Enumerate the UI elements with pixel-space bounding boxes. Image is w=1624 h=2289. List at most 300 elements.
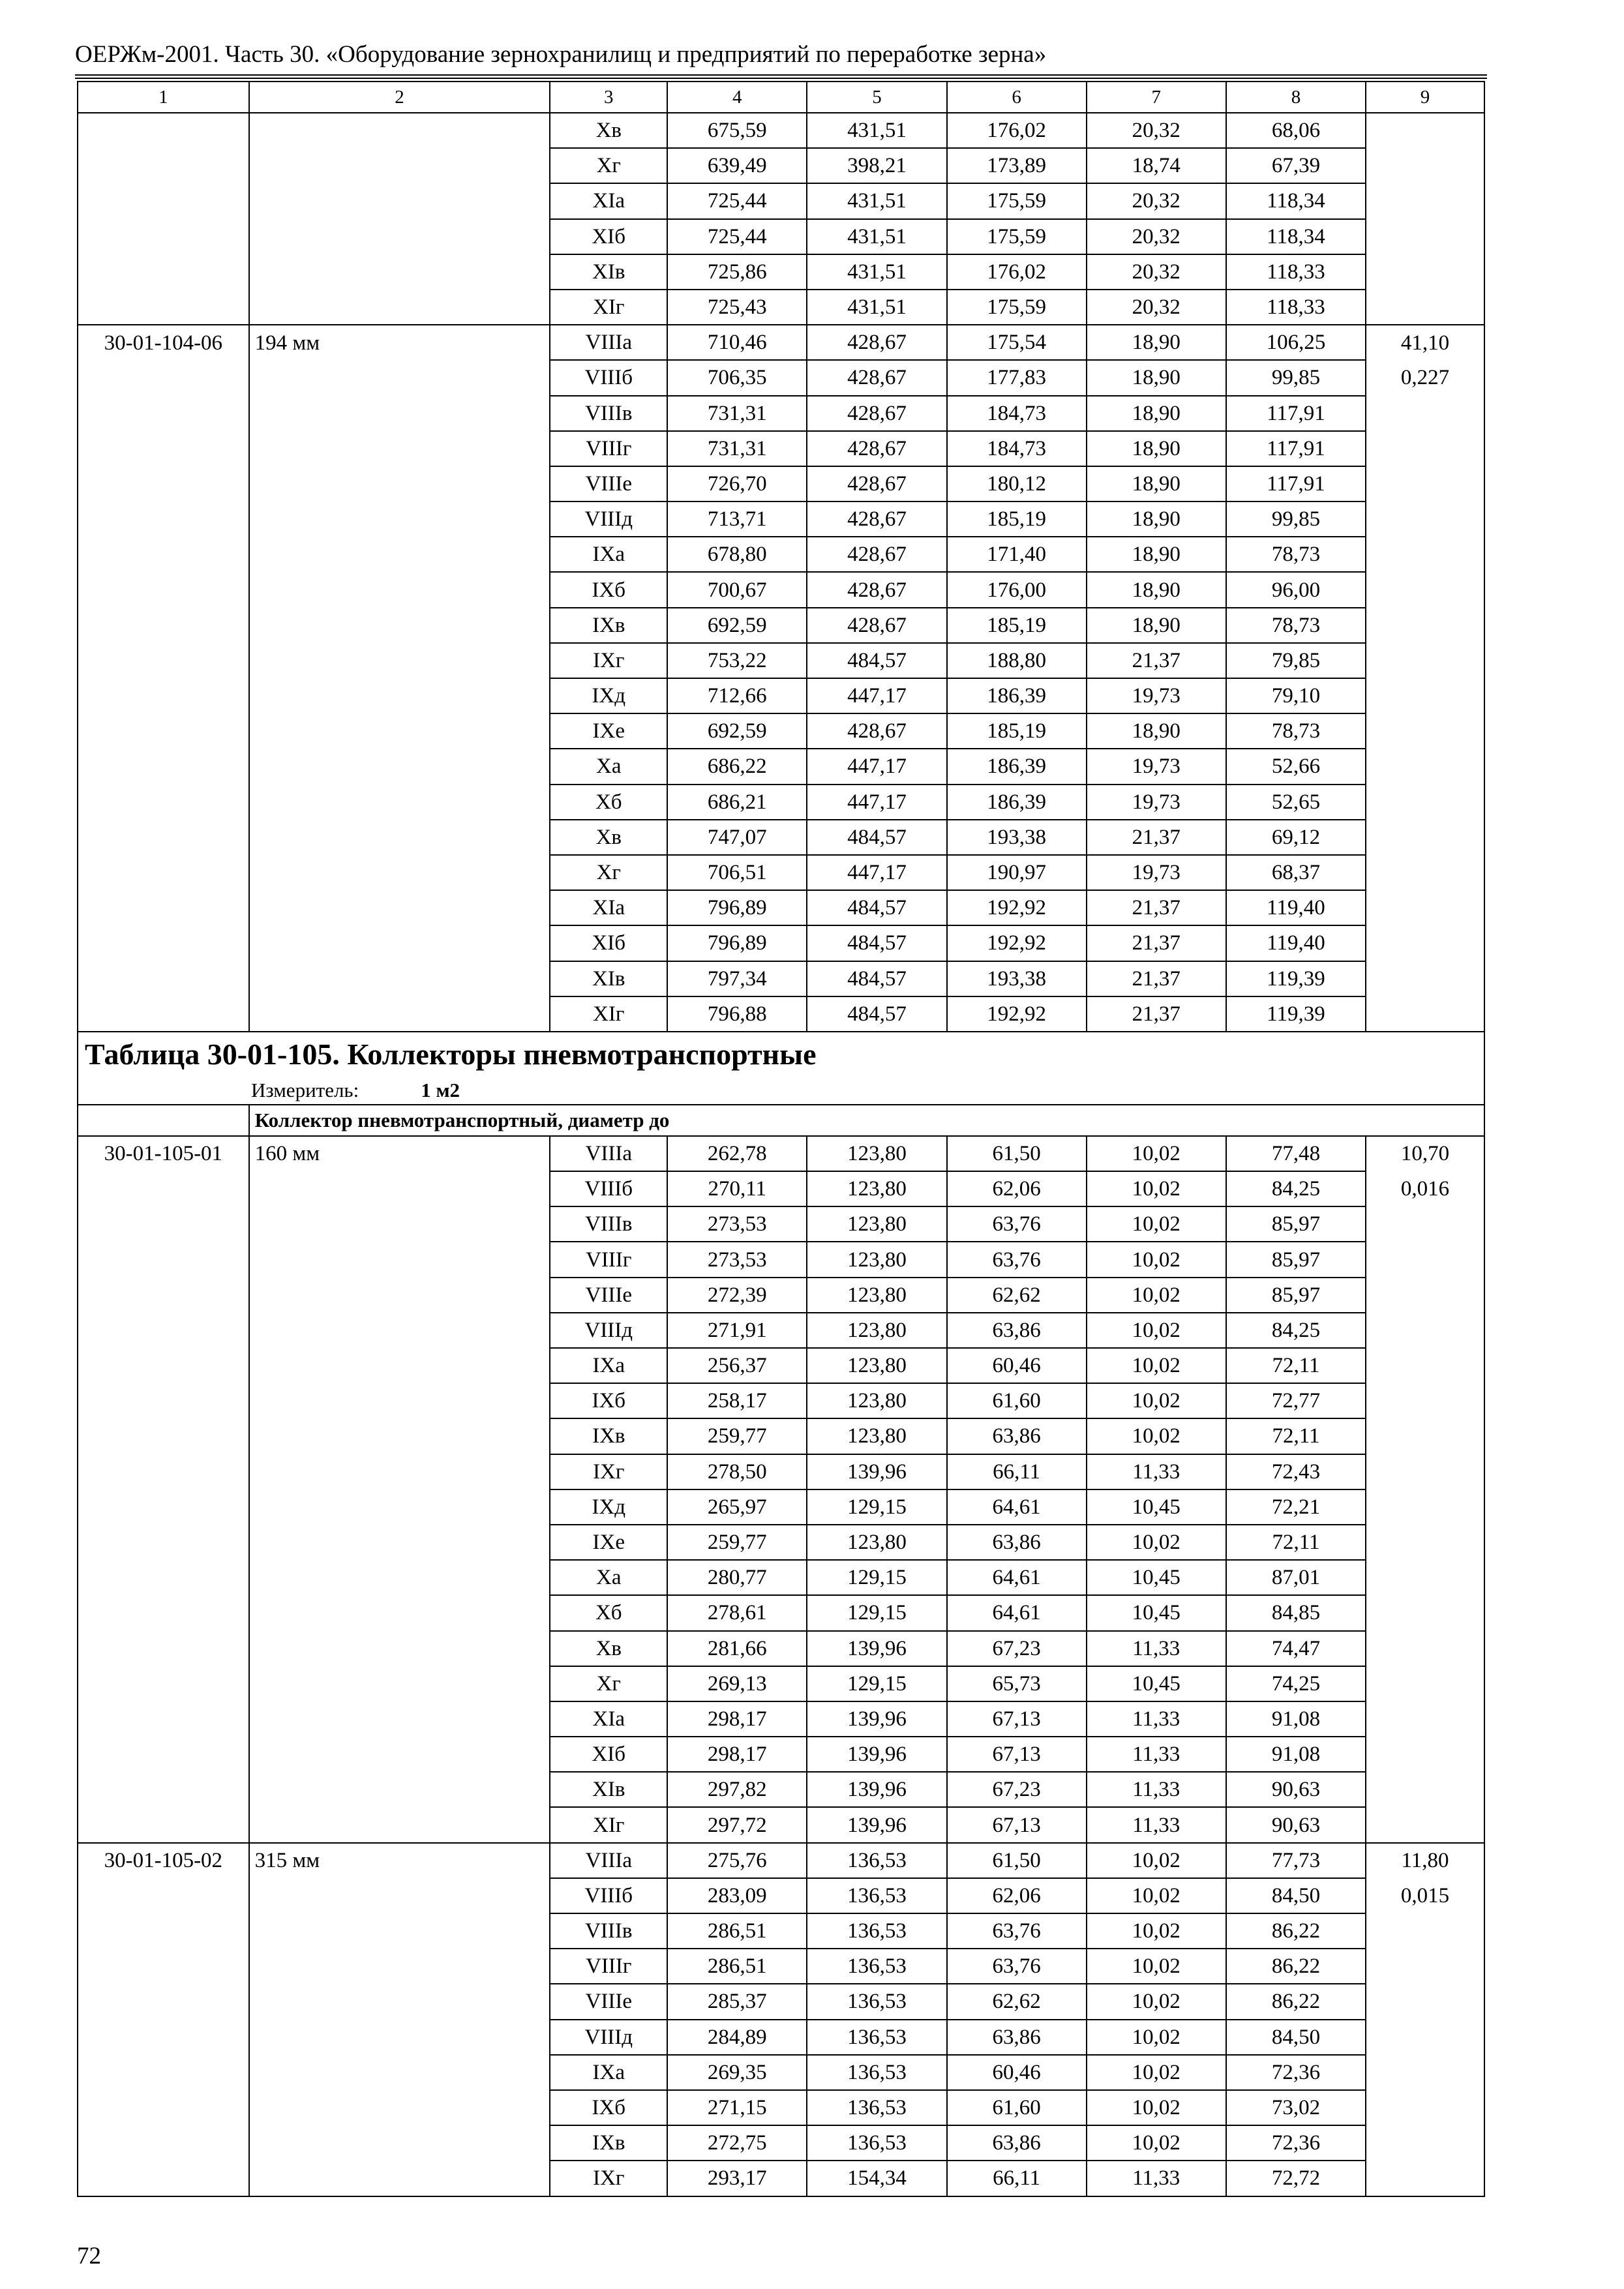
- resource-name: [249, 1278, 550, 1313]
- zone-cell: Ха: [550, 1560, 667, 1595]
- value-cell: 11,33: [1087, 2161, 1226, 2196]
- value-cell: 447,17: [807, 855, 946, 890]
- zone-cell: IXб: [550, 572, 667, 607]
- extra-value: [1366, 2125, 1484, 2161]
- value-cell: 84,50: [1226, 2020, 1366, 2055]
- resource-name: [249, 1737, 550, 1772]
- resource-name: 315 мм: [249, 1843, 550, 1878]
- value-cell: 484,57: [807, 996, 946, 1032]
- table-row: [78, 1807, 1484, 1842]
- value-cell: 281,66: [667, 1631, 807, 1666]
- unit-row: [78, 1077, 1484, 1105]
- extra-value: [1366, 1949, 1484, 1984]
- value-cell: 675,59: [667, 113, 807, 148]
- column-number: 9: [1366, 82, 1484, 113]
- value-cell: 72,36: [1226, 2055, 1366, 2090]
- resource-name: [249, 1772, 550, 1807]
- table-row: [78, 1418, 1484, 1454]
- resource-code: [78, 785, 249, 820]
- value-cell: 64,61: [947, 1560, 1087, 1595]
- table-row: [78, 2125, 1484, 2161]
- value-cell: 10,45: [1087, 1560, 1226, 1595]
- value-cell: 731,31: [667, 431, 807, 466]
- zone-cell: VIIIа: [550, 325, 667, 360]
- resource-code: [78, 572, 249, 607]
- value-cell: 77,48: [1226, 1136, 1366, 1171]
- value-cell: 18,90: [1087, 325, 1226, 360]
- table-row: [78, 1737, 1484, 1772]
- resource-code: [78, 537, 249, 572]
- table-row: [78, 1984, 1484, 2019]
- zone-cell: XIв: [550, 254, 667, 290]
- table-row: [78, 466, 1484, 501]
- value-cell: 136,53: [807, 2125, 946, 2161]
- zone-cell: XIг: [550, 996, 667, 1032]
- value-cell: 18,90: [1087, 572, 1226, 607]
- resource-name: [249, 537, 550, 572]
- value-cell: 175,59: [947, 183, 1087, 218]
- resource-name: [249, 1525, 550, 1560]
- zone-cell: XIа: [550, 1701, 667, 1737]
- value-cell: 63,76: [947, 1949, 1087, 1984]
- resource-name: [249, 1807, 550, 1842]
- table-row: [78, 1701, 1484, 1737]
- table-row: [78, 254, 1484, 290]
- resource-name: [249, 820, 550, 855]
- table-row: [78, 360, 1484, 395]
- resource-name: [249, 1949, 550, 1984]
- resource-code: [78, 1737, 249, 1772]
- table-row: [78, 713, 1484, 749]
- value-cell: 18,90: [1087, 466, 1226, 501]
- zone-cell: XIг: [550, 1807, 667, 1842]
- value-cell: 725,43: [667, 290, 807, 325]
- extra-value: [1366, 1348, 1484, 1383]
- value-cell: 271,91: [667, 1313, 807, 1348]
- value-cell: 129,15: [807, 1560, 946, 1595]
- resource-name: [249, 290, 550, 325]
- zone-cell: VIIIв: [550, 1913, 667, 1949]
- value-cell: 61,60: [947, 1383, 1087, 1418]
- value-cell: 171,40: [947, 537, 1087, 572]
- extra-value: [1366, 961, 1484, 996]
- value-cell: 10,02: [1087, 1418, 1226, 1454]
- unit-value: 1 м2: [421, 1078, 460, 1101]
- value-cell: 74,47: [1226, 1631, 1366, 1666]
- resource-name: [249, 1560, 550, 1595]
- zone-cell: IXг: [550, 643, 667, 678]
- extra-value: [1366, 537, 1484, 572]
- value-cell: 68,37: [1226, 855, 1366, 890]
- resource-name: [249, 466, 550, 501]
- value-cell: 18,90: [1087, 431, 1226, 466]
- value-cell: 119,39: [1226, 961, 1366, 996]
- extra-value: [1366, 1737, 1484, 1772]
- table-row: [78, 820, 1484, 855]
- value-cell: 66,11: [947, 2161, 1087, 2196]
- value-cell: 72,72: [1226, 2161, 1366, 2196]
- value-cell: 63,86: [947, 2020, 1087, 2055]
- zone-cell: VIIIе: [550, 1984, 667, 2019]
- zone-cell: Ха: [550, 749, 667, 784]
- zone-cell: XIг: [550, 290, 667, 325]
- zone-cell: IXд: [550, 1489, 667, 1525]
- value-cell: 269,35: [667, 2055, 807, 2090]
- resource-name: [249, 1666, 550, 1701]
- value-cell: 84,50: [1226, 1878, 1366, 1913]
- value-cell: 175,59: [947, 290, 1087, 325]
- price-table: [77, 81, 1485, 2197]
- value-cell: 67,23: [947, 1631, 1087, 1666]
- zone-cell: VIIIб: [550, 1878, 667, 1913]
- resource-name: [249, 183, 550, 218]
- value-cell: 428,67: [807, 325, 946, 360]
- value-cell: 73,02: [1226, 2090, 1366, 2125]
- value-cell: 18,90: [1087, 608, 1226, 643]
- extra-value: [1366, 254, 1484, 290]
- value-cell: 139,96: [807, 1454, 946, 1489]
- resource-name: [249, 2020, 550, 2055]
- resource-code: [78, 1206, 249, 1242]
- resource-name: [249, 855, 550, 890]
- value-cell: 275,76: [667, 1843, 807, 1878]
- value-cell: 284,89: [667, 2020, 807, 2055]
- zone-cell: Хв: [550, 1631, 667, 1666]
- table-row: [78, 1878, 1484, 1913]
- value-cell: 84,25: [1226, 1171, 1366, 1206]
- extra-value: [1366, 855, 1484, 890]
- value-cell: 123,80: [807, 1348, 946, 1383]
- value-cell: 177,83: [947, 360, 1087, 395]
- resource-name: [249, 1913, 550, 1949]
- value-cell: 797,34: [667, 961, 807, 996]
- value-cell: 180,12: [947, 466, 1087, 501]
- value-cell: 21,37: [1087, 961, 1226, 996]
- unit-cell: [78, 1077, 1484, 1105]
- value-cell: 84,25: [1226, 1313, 1366, 1348]
- value-cell: 72,77: [1226, 1383, 1366, 1418]
- resource-name: [249, 431, 550, 466]
- zone-cell: IXе: [550, 713, 667, 749]
- column-number: 8: [1226, 82, 1366, 113]
- resource-code: [78, 1595, 249, 1630]
- value-cell: 86,22: [1226, 1949, 1366, 1984]
- value-cell: 428,67: [807, 501, 946, 537]
- value-cell: 67,13: [947, 1701, 1087, 1737]
- value-cell: 428,67: [807, 396, 946, 431]
- zone-cell: VIIIд: [550, 501, 667, 537]
- value-cell: 60,46: [947, 2055, 1087, 2090]
- value-cell: 484,57: [807, 890, 946, 925]
- resource-name: [249, 2090, 550, 2125]
- value-cell: 192,92: [947, 925, 1087, 961]
- zone-cell: IXб: [550, 2090, 667, 2125]
- resource-code: [78, 749, 249, 784]
- resource-code: [78, 290, 249, 325]
- resource-name: [249, 1313, 550, 1348]
- value-cell: 85,97: [1226, 1242, 1366, 1277]
- value-cell: 725,44: [667, 183, 807, 218]
- value-cell: 686,21: [667, 785, 807, 820]
- value-cell: 692,59: [667, 608, 807, 643]
- table-row: [78, 290, 1484, 325]
- value-cell: 283,09: [667, 1878, 807, 1913]
- page-header: ОЕРЖм-2001. Часть 30. «Оборудование зернохранилищ и предприятий по переработке зерна»: [75, 41, 1047, 68]
- value-cell: 65,73: [947, 1666, 1087, 1701]
- section-title: Таблица 30-01-105. Коллекторы пневмотранспортные: [78, 1032, 1484, 1077]
- resource-code: [78, 219, 249, 254]
- resource-code: [78, 1984, 249, 2019]
- value-cell: 10,45: [1087, 1595, 1226, 1630]
- resource-name: [249, 996, 550, 1032]
- zone-cell: VIIIе: [550, 466, 667, 501]
- resource-code: [78, 1418, 249, 1454]
- value-cell: 186,39: [947, 749, 1087, 784]
- zone-cell: XIв: [550, 961, 667, 996]
- extra-value: [1366, 183, 1484, 218]
- value-cell: 67,13: [947, 1807, 1087, 1842]
- value-cell: 19,73: [1087, 785, 1226, 820]
- value-cell: 136,53: [807, 2090, 946, 2125]
- table-row: [78, 1136, 1484, 1171]
- value-cell: 431,51: [807, 219, 946, 254]
- value-cell: 72,36: [1226, 2125, 1366, 2161]
- extra-value: [1366, 1595, 1484, 1630]
- resource-code: [78, 1525, 249, 1560]
- resource-code: [78, 820, 249, 855]
- value-cell: 431,51: [807, 254, 946, 290]
- resource-code: [78, 713, 249, 749]
- value-cell: 129,15: [807, 1489, 946, 1525]
- value-cell: 18,90: [1087, 360, 1226, 395]
- value-cell: 272,75: [667, 2125, 807, 2161]
- value-cell: 62,62: [947, 1278, 1087, 1313]
- resource-code: [78, 2161, 249, 2196]
- resource-name: [249, 890, 550, 925]
- value-cell: 106,25: [1226, 325, 1366, 360]
- resource-name: [249, 2125, 550, 2161]
- resource-name: [249, 219, 550, 254]
- resource-code: [78, 643, 249, 678]
- resource-name: [249, 1984, 550, 2019]
- extra-value: [1366, 148, 1484, 183]
- resource-code: [78, 2020, 249, 2055]
- resource-code: [78, 1454, 249, 1489]
- zone-cell: VIIIг: [550, 1242, 667, 1277]
- extra-value: [1366, 219, 1484, 254]
- table-row: [78, 1278, 1484, 1313]
- value-cell: 297,72: [667, 1807, 807, 1842]
- value-cell: 10,02: [1087, 1383, 1226, 1418]
- value-cell: 10,45: [1087, 1489, 1226, 1525]
- zone-cell: VIIIг: [550, 1949, 667, 1984]
- table-row: [78, 1631, 1484, 1666]
- value-cell: 61,50: [947, 1136, 1087, 1171]
- value-cell: 447,17: [807, 749, 946, 784]
- value-cell: 262,78: [667, 1136, 807, 1171]
- resource-code: [78, 396, 249, 431]
- resource-name: [249, 961, 550, 996]
- value-cell: 428,67: [807, 537, 946, 572]
- resource-code: [78, 1772, 249, 1807]
- extra-value: [1366, 1631, 1484, 1666]
- value-cell: 286,51: [667, 1913, 807, 1949]
- extra-value: [1366, 572, 1484, 607]
- column-number: 7: [1087, 82, 1226, 113]
- value-cell: 64,61: [947, 1595, 1087, 1630]
- value-cell: 19,73: [1087, 678, 1226, 713]
- value-cell: 21,37: [1087, 925, 1226, 961]
- extra-value: [1366, 890, 1484, 925]
- value-cell: 186,39: [947, 678, 1087, 713]
- value-cell: 186,39: [947, 785, 1087, 820]
- zone-cell: VIIIв: [550, 1206, 667, 1242]
- resource-code: [78, 2055, 249, 2090]
- value-cell: 129,15: [807, 1666, 946, 1701]
- value-cell: 484,57: [807, 643, 946, 678]
- table-row: [78, 785, 1484, 820]
- value-cell: 74,25: [1226, 1666, 1366, 1701]
- value-cell: 86,22: [1226, 1913, 1366, 1949]
- value-cell: 10,02: [1087, 1171, 1226, 1206]
- value-cell: 428,67: [807, 360, 946, 395]
- extra-value: [1366, 608, 1484, 643]
- zone-cell: XIа: [550, 890, 667, 925]
- resource-name: [249, 1242, 550, 1277]
- table-row: [78, 1313, 1484, 1348]
- value-cell: 176,02: [947, 113, 1087, 148]
- value-cell: 21,37: [1087, 643, 1226, 678]
- value-cell: 280,77: [667, 1560, 807, 1595]
- zone-cell: VIIIб: [550, 360, 667, 395]
- subheading-spacer: [78, 1105, 249, 1136]
- value-cell: 123,80: [807, 1242, 946, 1277]
- zone-cell: Хв: [550, 113, 667, 148]
- resource-code: [78, 1560, 249, 1595]
- value-cell: 725,86: [667, 254, 807, 290]
- value-cell: 710,46: [667, 325, 807, 360]
- value-cell: 706,51: [667, 855, 807, 890]
- extra-value: [1366, 1313, 1484, 1348]
- resource-code: [78, 608, 249, 643]
- resource-code: [78, 113, 249, 148]
- value-cell: 77,73: [1226, 1843, 1366, 1878]
- value-cell: 21,37: [1087, 890, 1226, 925]
- value-cell: 175,54: [947, 325, 1087, 360]
- resource-name: [249, 608, 550, 643]
- value-cell: 52,65: [1226, 785, 1366, 820]
- value-cell: 72,11: [1226, 1525, 1366, 1560]
- value-cell: 85,97: [1226, 1278, 1366, 1313]
- table-row: [78, 996, 1484, 1032]
- value-cell: 190,97: [947, 855, 1087, 890]
- resource-code: 30-01-104-06: [78, 325, 249, 360]
- resource-name: [249, 1348, 550, 1383]
- resource-name: [249, 360, 550, 395]
- resource-code: [78, 183, 249, 218]
- table-row: [78, 608, 1484, 643]
- value-cell: 431,51: [807, 183, 946, 218]
- resource-code: [78, 1348, 249, 1383]
- zone-cell: Хг: [550, 855, 667, 890]
- table-row: [78, 1525, 1484, 1560]
- zone-cell: IXд: [550, 678, 667, 713]
- zone-cell: VIIIв: [550, 396, 667, 431]
- value-cell: 20,32: [1087, 254, 1226, 290]
- value-cell: 139,96: [807, 1631, 946, 1666]
- resource-name: 160 мм: [249, 1136, 550, 1171]
- value-cell: 117,91: [1226, 466, 1366, 501]
- value-cell: 10,02: [1087, 1843, 1226, 1878]
- resource-code: [78, 1171, 249, 1206]
- value-cell: 11,33: [1087, 1737, 1226, 1772]
- value-cell: 184,73: [947, 431, 1087, 466]
- value-cell: 63,86: [947, 1313, 1087, 1348]
- table-row: [78, 1666, 1484, 1701]
- resource-code: [78, 1313, 249, 1348]
- resource-name: [249, 501, 550, 537]
- value-cell: 123,80: [807, 1418, 946, 1454]
- resource-code: [78, 1666, 249, 1701]
- value-cell: 123,80: [807, 1136, 946, 1171]
- value-cell: 447,17: [807, 785, 946, 820]
- extra-value: [1366, 1278, 1484, 1313]
- value-cell: 136,53: [807, 2020, 946, 2055]
- table-row: [78, 1348, 1484, 1383]
- value-cell: 176,02: [947, 254, 1087, 290]
- table-row: [78, 2161, 1484, 2196]
- resource-name: [249, 1701, 550, 1737]
- resource-name: [249, 572, 550, 607]
- value-cell: 136,53: [807, 1949, 946, 1984]
- value-cell: 753,22: [667, 643, 807, 678]
- resource-code: [78, 1631, 249, 1666]
- zone-cell: IXг: [550, 2161, 667, 2196]
- value-cell: 119,40: [1226, 890, 1366, 925]
- value-cell: 278,50: [667, 1454, 807, 1489]
- value-cell: 62,06: [947, 1878, 1087, 1913]
- resource-name: [249, 1171, 550, 1206]
- value-cell: 713,71: [667, 501, 807, 537]
- extra-value: [1366, 713, 1484, 749]
- value-cell: 91,08: [1226, 1737, 1366, 1772]
- value-cell: 19,73: [1087, 855, 1226, 890]
- zone-cell: IXа: [550, 2055, 667, 2090]
- value-cell: 259,77: [667, 1418, 807, 1454]
- extra-value: [1366, 925, 1484, 961]
- extra-value: [1366, 2055, 1484, 2090]
- value-cell: 68,06: [1226, 113, 1366, 148]
- value-cell: 173,89: [947, 148, 1087, 183]
- value-cell: 154,34: [807, 2161, 946, 2196]
- extra-value: [1366, 113, 1484, 148]
- value-cell: 725,44: [667, 219, 807, 254]
- value-cell: 175,59: [947, 219, 1087, 254]
- extra-value: [1366, 466, 1484, 501]
- value-cell: 66,11: [947, 1454, 1087, 1489]
- value-cell: 265,97: [667, 1489, 807, 1525]
- resource-code: [78, 1701, 249, 1737]
- resource-code: [78, 1278, 249, 1313]
- value-cell: 62,06: [947, 1171, 1087, 1206]
- extra-value: [1366, 396, 1484, 431]
- value-cell: 139,96: [807, 1737, 946, 1772]
- value-cell: 118,34: [1226, 219, 1366, 254]
- value-cell: 428,67: [807, 431, 946, 466]
- table-row: [78, 148, 1484, 183]
- value-cell: 193,38: [947, 961, 1087, 996]
- value-cell: 259,77: [667, 1525, 807, 1560]
